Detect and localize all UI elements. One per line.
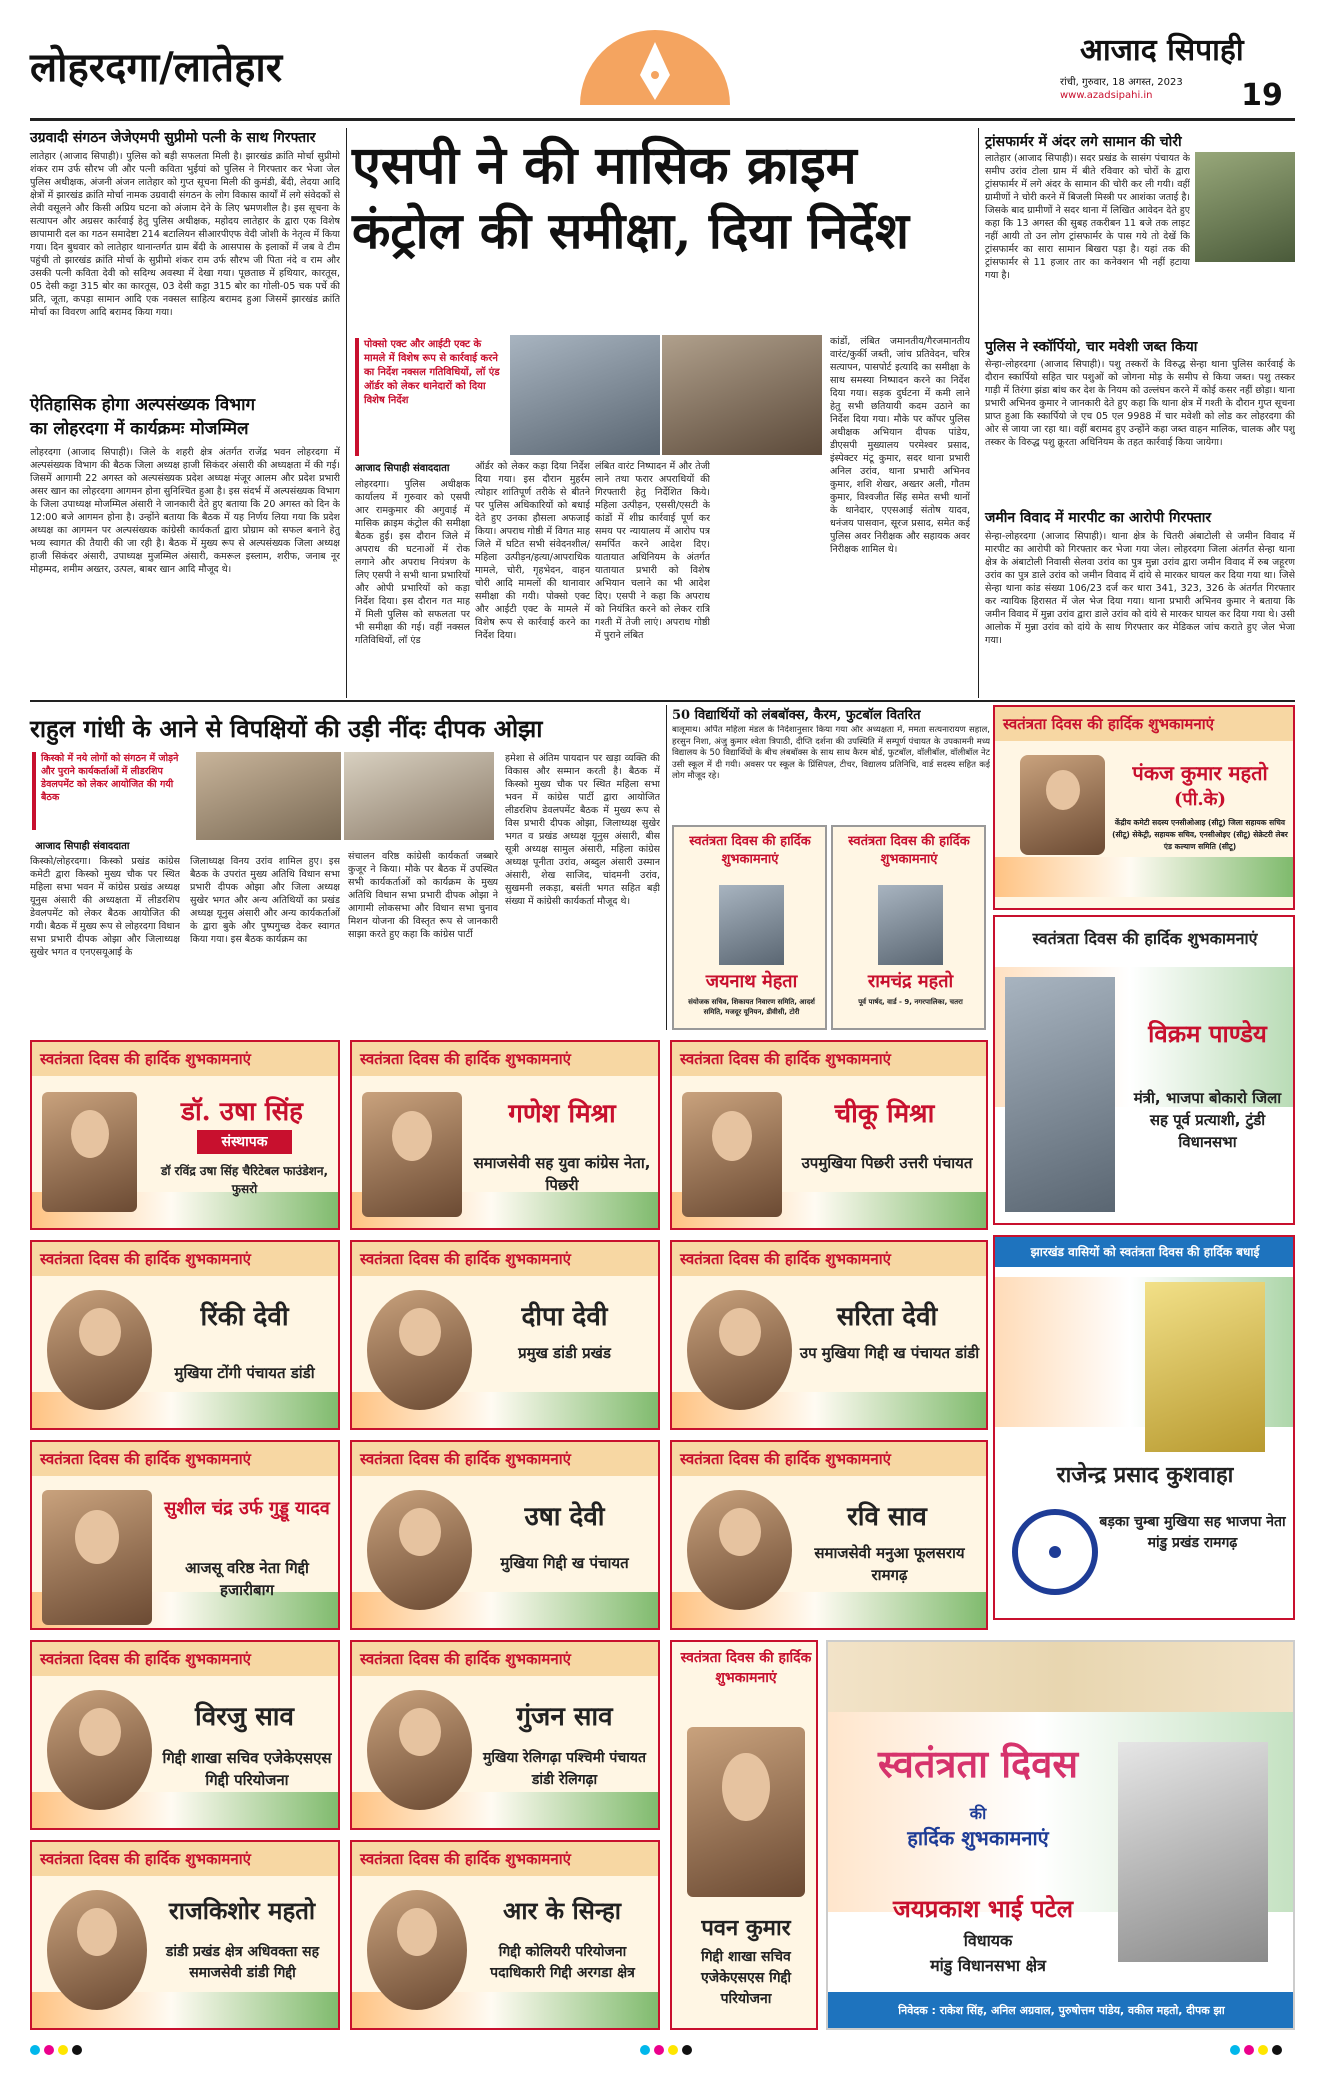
- rahul-pullquote: किस्को में नये लोगों को संगठन में जोड़ने और पुराने कार्यकर्ताओं में लीडरशिप डेवलपमेंट को लेकर आयोजित की गयी बैठक: [32, 752, 192, 830]
- ad-sub: डांडी प्रखंड क्षेत्र अधिवक्ता सह समाजसेवी डांडी गिद्दी: [165, 1944, 320, 1981]
- ad-photo: [687, 1490, 792, 1610]
- ad-area: मांडु विधानसभा क्षेत्र: [930, 1956, 1046, 1975]
- story-minority-headline-2: का लोहरदगा में कार्यक्रमः मोजम्मिल: [30, 419, 249, 439]
- ad-sub: गिद्दी शाखा सचिव एजेकेएसएस गिद्दी परियोजना: [162, 1749, 332, 1789]
- registration-marks-mid: [640, 2040, 696, 2059]
- ad-name: जयनाथ मेहता: [705, 971, 798, 992]
- ad-greeting: स्वतंत्रता दिवस की हार्दिक शुभकामनाएं: [32, 1842, 338, 1876]
- col-rule-1: [346, 128, 347, 698]
- ad-sub: समाजसेवी मनुआ फूलसराय रामगढ़: [814, 1544, 965, 1584]
- story-minority-body: लोहरदगा (आजाद सिपाही)। जिले के शहरी क्षेत्र अंतर्गत राजेंद्र भवन लोहरदगा में अल्पसंख्यक विभाग की बैठक जिला अध्यक्ष हाजी सिकंदर अंसारी की अध्यक्षता में की गई। जिसमें आगामी 22 अगस्त को अल्पसंख्यक प्रदेश अध्यक्ष मंजूर आलम और प्रदेश प्रभारी असर खान का लोहरदगा आगमन होना सुनिश्चित हुआ है। इस संदर्भ में अल्पसंख्यक विभाग के जिला उपाध्यक्ष मोजम्मिल अंसारी ने जानकारी देते हुए बताया कि 20 अगस्त को दिन के 12:00 बजे आगमन होना है। उन्होंने बताया कि बैठक में यह निर्णय लिया गया कि प्रदेश अध्यक्ष का आगमन पर अल्पसंख्यक कांग्रेसी कार्यकर्ता द्वारा प्रोग्राम को सफल बनाने हेतु भव्य स्वागत की तैयारी की जा रही है। बैठक में मुख्य रूप से अल्पसंख्यक जिला अध्यक्ष हाजी सिकंदर अंसारी, उपाध्यक्ष मुजम्मिल अंसारी, कमरूल इस्लाम, शरीफ, जनाब नूर मोहम्मद, शमीम अख्तर, उत्पल, बाबर खान आदि मौजूद थे।: [30, 447, 340, 575]
- ad-photo: [42, 1490, 152, 1625]
- leaders-strip: [828, 1642, 1295, 1712]
- ad-photo: [362, 1092, 462, 1217]
- ad-name: पंकज कुमार महतो: [1132, 761, 1268, 785]
- ad-greeting: स्वतंत्रता दिवस की हार्दिक शुभकामनाएं: [32, 1442, 338, 1476]
- ad-cheeku: [670, 1040, 988, 1230]
- main-col4: कांडों, लंबित जमानतीय/गैरजमानतीय वारंट/कुर्की जब्ती, जांच प्रतिवेदन, चरित्र सत्यापन, पासपोर्ट इत्यादि का समीक्षा के साथ समस्या निष्पादन करने का निर्देश दिया गया। सड़क दुर्घटना में कमी लाने हेतु सभी छतियायी कदम उठाने का निर्देश दिया गया। मौके पर कॉपर पुलिस अधीक्षक अभियान दीपक पांडेय, डीएसपी मुख्यालय परमेश्वर प्रसाद, इंस्पेक्टर मंटू कुमार, सदर थाना प्रभारी अनिल उरांव, थाना प्रभारी अभिनव कुमार, शशि शेखर, अख्तर अली, गौतम कुमार, विश्वजीत सिंह समेत सभी थानों के थानेदार, एएसआई संतोष यादव, धनंजय पासवान, सूरज प्रसाद, समेत कई पुलिस अवर निरीक्षक और सहायक अवर निरीक्षक शामिल थे।: [830, 336, 970, 555]
- ad-jayprakash: [826, 1640, 1295, 2030]
- ad-photo: [42, 1092, 137, 1212]
- students-headline: 50 विद्यार्थियों को लंबबॉक्स, कैरम, फुटबॉल वितरित: [672, 708, 921, 723]
- ad-pankaj: [993, 705, 1295, 910]
- section-title: लोहरदगा/लातेहार: [30, 44, 283, 91]
- rahul-byline: आजाद सिपाही संवाददाता: [35, 841, 130, 852]
- ad-pawan: [670, 1640, 818, 2030]
- ad-photo: [719, 885, 784, 965]
- big-ki: की: [969, 1804, 987, 1823]
- ad-sub: केंद्रीय कमेटी सदस्य एनसीओआइ (सीटू) जिला सहायक सचिव (सीटू) सेकेट्री, सहायक सचिव, एनसीओइए (सीटू) सेक्रेटरी लेबर एंड कल्याण समिति (सीटू): [1112, 818, 1288, 851]
- ad-sub: आजसू वरिष्ठ नेता गिद्दी हजारीबाग: [185, 1559, 309, 1599]
- ad-ramchandra: [831, 825, 986, 1030]
- rahul-headline: राहुल गांधी के आने से विपक्षियों की उड़ी नींदः दीपक ओझा: [30, 714, 543, 743]
- ad-gunjan: [350, 1640, 660, 1830]
- students-body: बालूमाथ। अर्पित महिला मंडल के निर्देशानुसार किया गया और अध्यक्षता में, ममता सत्यनारायण सहाल, हरसुन निशा, अंजु कुमार श्वेता त्रिपाठी, दीप्ति दर्शना की उपस्थिति में सम्पूर्ण पंचायत के उपकामनी मध्य विद्यालय के 50 विद्यार्थियों के बीच लंबबॉक्स के साथ साथ कैरम बोर्ड, फुटबॉल, वॉलीबॉल, वॉलीबॉल नेट उसी स्कूल में दी गयी। अवसर पर स्कूल के प्रिंसिपल, टीचर, विद्यालय प्रतिनिधि, वार्ड सदस्य सहित कई लोग मौजूद रहे।: [672, 725, 990, 781]
- ad-usha-devi: [350, 1440, 660, 1630]
- ad-photo: [1118, 1742, 1268, 1962]
- ad-name: रामचंद्र महतो: [867, 971, 954, 992]
- ad-photo: [687, 1727, 805, 1897]
- ad-name: विरजु साव: [195, 1702, 294, 1732]
- ad-rajendra: [993, 1235, 1295, 1620]
- ad-usha-singh: [30, 1040, 340, 1230]
- paper-name: आजाद सिपाही: [1080, 33, 1244, 68]
- pen-nib-icon: [580, 30, 730, 105]
- ad-rinki: [30, 1240, 340, 1430]
- header-rule: [30, 118, 1295, 121]
- ad-greeting: स्वतंत्रता दिवस की हार्दिक शुभकामनाएं: [352, 1442, 658, 1476]
- story-right2-body: सेन्हा-लोहरदगा (आजाद सिपाही)। पशु तस्करों के विरुद्ध सेन्हा थाना पुलिस कार्रवाई के दौरान स्कार्पियो सहित चार पशुओं को जोगना मोड़ के समीप से किया जब्त। पशु तस्कर गाड़ी में तिरंगा झंडा बांध कर देश के नियम को उल्लंघन करने में कोई कसर नहीं छोड़ा। थाना प्रभारी अभिनव कुमार ने जानकारी देते हुए कहा कि थाना क्षेत्र में गश्ती के दौरान गुप्त सूचना प्राप्त हुआ कि स्कार्पियो जे एच 05 एल 9988 में चार मवेशी को लोड कर लोहरदगा की ओर से जाया जा रहा था। वहीं बरामद हुए उन्होंने कहा जब्त वाहन मालिक, चालक और पशु तस्कर के विरुद्ध पशु क्रूरता अधिनियम के तहत कार्रवाई किया जायेगा।: [985, 359, 1295, 448]
- ad-ravi: [670, 1440, 988, 1630]
- ad-greeting: स्वतंत्रता दिवस की हार्दिक शुभकामनाएं: [352, 1642, 658, 1676]
- ad-rk-sinha: [350, 1840, 660, 2030]
- ad-greeting: स्वतंत्रता दिवस की हार्दिक शुभकामनाएं: [32, 1042, 338, 1076]
- ad-greeting: स्वतंत्रता दिवस की हार्दिक शुभकामनाएं: [672, 1242, 986, 1276]
- main-col1: लोहरदगा। पुलिस अधीक्षक कार्यालय में गुरुवार को एसपी आर रामकुमार की अगुवाई में मासिक क्राइम कंट्रोल की समीक्षा बैठक हुई। इस दौरान जिले में अपराध की घटनाओं में रोक लगाने और अपराध नियंत्रण के लिए एसपी ने सभी थाना प्रभारियों और ओपी प्रभारियों को कड़ा निर्देश दिया। इस दौरान गत माह में मिली पुलिस को सफलता पर भी समीक्षा की गई। वहीं नक्सल गतिविधियों, लॉ एंड: [355, 479, 470, 646]
- website: www.azadsipahi.in: [1060, 90, 1153, 101]
- ad-role: विधायक: [963, 1931, 1013, 1950]
- ad-name: डॉ. उषा सिंह: [181, 1097, 303, 1127]
- ad-name: पवन कुमार: [701, 1915, 791, 1941]
- ad-name-2: (पी.के): [1173, 789, 1226, 810]
- col-rule-2: [978, 128, 979, 698]
- story-right1-headline: ट्रांसफार्मर में अंदर लगे सामान की चोरी: [985, 134, 1182, 150]
- ad-photo: [47, 1890, 147, 2010]
- mid-rule: [30, 700, 1295, 702]
- story-right3-headline: जमीन विवाद में मारपीट का आरोपी गिरफ्तार: [985, 510, 1212, 526]
- page-number: 19: [1232, 78, 1292, 114]
- main-col3b: [715, 460, 825, 698]
- ad-sub: मुखिया रेलिगढ़ा पश्चिमी पंचायत डांडी रेलिगढ़ा: [482, 1750, 647, 1788]
- ad-viraju: [30, 1640, 340, 1830]
- main-byline: आजाद सिपाही संवाददाता: [355, 463, 450, 474]
- ad-photo: [367, 1290, 472, 1410]
- main-pullquote: पोक्सो एक्ट और आईटी एक्ट के मामले में विशेष रूप से कार्रवाई करने का निर्देश नक्सल गतिविधियों, लॉ एंड ऑर्डर को लेकर थानेदारों को दिया विशेष निर्देश: [355, 338, 505, 456]
- ad-photo: [878, 885, 943, 965]
- ad-rajkishore: [30, 1840, 340, 2030]
- ad-sub: संयोजक सचिव, शिकायत निवारण समिति, आदर्श समिति, मजदूर यूनियन, डीवीसी, टोरी: [688, 998, 815, 1016]
- ad-sub: मंत्री, भाजपा बोकारो जिला सह पूर्व प्रत्याशी, टुंडी विधानसभा: [1133, 1089, 1282, 1151]
- ad-sushil: [30, 1440, 340, 1630]
- ad-greeting: स्वतंत्रता दिवस की हार्दिक शुभकामनाएं: [672, 1042, 986, 1076]
- ad-name: गणेश मिश्रा: [508, 1099, 616, 1129]
- ad-name: विक्रम पाण्डेय: [1148, 1019, 1267, 1048]
- big-greet: हार्दिक शुभकामनाएं: [907, 1826, 1049, 1850]
- story1-body: लातेहार (आजाद सिपाही)। पुलिस को बड़ी सफलता मिली है। झारखंड क्रांति मोर्चा सुप्रीमो शंकर राम उर्फ सौरभ जी और पत्नी कविता भुईयां को पुलिस ने गिरफ्तार कर भेजा जेल पुलिस अधीक्षक, अंजनी अंजन लातेहार को गुप्त सूचना मिली की कुमंडी, बेंदी, लेदया आदि क्षेत्रों में झारखंड क्रांति मोर्चा नामक उग्रवादी संगठन के लोग विकास कार्यों में लगे संवेदकों से लेवी वसूलने और किसी अप्रिय घटना को अंजाम देने के लिए भ्रमणशील है। इस सूचना के सत्यापन और अग्रसर कार्रवाई हेतु पुलिस अधीक्षक, महोदय लातेहार के द्वारा एक विशेष छापामारी दल का गठन समादेष्टा 214 बटालियन सीआरपीएफ वेदी जोशी के नेतृत्व में किया गया। दिन बुधवार को लातेहार थानान्तर्गत ग्राम बेंदी के आसपास के इलाकों में जब वे टीम पहुंची तो झारखंड क्रांति मोर्चा के सुप्रीमो शंकर राम उर्फ सौरभ जी पिता नंदे व राम और उसकी पत्नी कविता देवी को सदिग्ध अवस्था में देखा गया। पूछताछ में हथियार, कारतूस, 05 देसी कट्टा 315 बोर का कारतूस, 03 देसी कट्टा 315 बोर का गोली-05 चक पर्चे की प्रति, जूता, कपड़ा सामान आदि एक नक्सल साहित्य बरामद हुआ जिसमें झारखंड क्रांति मोर्चा का विवरण आदि बरामद किया गया।: [30, 151, 340, 318]
- ad-vikram: [993, 915, 1295, 1225]
- ad-name: रवि साव: [847, 1502, 927, 1532]
- ad-name: सरिता देवी: [836, 1302, 938, 1332]
- rahul-col4: हमेशा से अंतिम पायदान पर खड़ा व्यक्ति की विकास और सम्मान करती है। बैठक में किस्को मुख्य चौक पर स्थित महिला सभा भवन में कांग्रेस पार्टी द्वारा आयोजित लीडरशिप डेवलपमेंट बैठक में मुख्य रूप से विस प्रभारी दीपक ओझा, जिलाध्यक्ष सुखेर भगत व प्रखंड अध्यक्ष यूनुस अंसारी, बीस सूत्री अध्यक्ष सामुल अंसारी, महिला कांग्रेस अध्यक्ष पूनीता उरांव, अब्दुल अंसारी उस्मान अंसारी, शेख साजिद, चांदमनी उरांव, सुखमनी लकड़ा, बसंती भगत सहित बड़ी संख्या में कांग्रेसी कार्यकर्ता मौजूद थे।: [505, 753, 660, 907]
- ad-photo: [1005, 977, 1115, 1212]
- ad-badge: संस्थापक: [197, 1130, 292, 1154]
- story-minority-headline-1: ऐतिहासिक होगा अल्पसंख्यक विभाग: [30, 395, 256, 415]
- ad-greeting: स्वतंत्रता दिवस की हार्दिक शुभकामनाएं: [1032, 929, 1258, 948]
- ad-greeting: स्वतंत्रता दिवस की हार्दिक शुभकामनाएं: [32, 1242, 338, 1276]
- story-right2-headline: पुलिस ने स्कॉर्पियो, चार मवेशी जब्त किया: [985, 339, 1198, 355]
- ad-footer: निवेदक : राकेश सिंह, अनिल अग्रवाल, पुरुषोत्तम पांडेय, वकील महतो, दीपक झा: [828, 1992, 1295, 2030]
- ad-greeting: स्वतंत्रता दिवस की हार्दिक शुभकामनाएं: [995, 707, 1293, 741]
- ad-sub: उप मुखिया गिद्दी ख पंचायत डांडी: [799, 1344, 980, 1362]
- ad-photo: [47, 1690, 152, 1810]
- ad-name: सुशील चंद्र उर्फ गुड्डू यादव: [164, 1498, 330, 1519]
- ad-sub: उपमुखिया पिछरी उत्तरी पंचायत: [801, 1154, 973, 1172]
- ad-photo: [367, 1690, 472, 1810]
- dateline: रांची, गुरुवार, 18 अगस्त, 2023: [1060, 77, 1183, 88]
- ad-sub: मुखिया गिद्दी ख पंचायत: [500, 1554, 629, 1572]
- ad-name: दीपा देवी: [521, 1302, 608, 1332]
- rahul-col1: किस्को/लोहरदगा। किस्को प्रखंड कांग्रेस कमेटी द्वारा किस्को मुख्य चौक पर स्थित महिला सभा भवन में कांग्रेस प्रखंड अध्यक्ष यूनुस अंसारी की अध्यक्षता में लीडरशिप डेवलपमेंट को लेकर बैठक आयोजित की गयी। बैठक में मुख्य रूप से लोहरदगा विधान सभा प्रभारी दीपक ओझा और जिलाध्यक्ष सुखेर भगत व एनएसयूआई के: [30, 856, 180, 958]
- ad-greeting: स्वतंत्रता दिवस की हार्दिक शुभकामनाएं: [672, 1442, 986, 1476]
- ad-sub: मुखिया टोंगी पंचायत डांडी: [174, 1364, 315, 1382]
- main-photo-2: [662, 335, 822, 455]
- ad-name: राजकिशोर महतो: [168, 1896, 316, 1925]
- ad-photo: [682, 1092, 782, 1217]
- ad-sub: डॉ रविंद्र उषा सिंह चैरिटेबल फाउंडेशन, फुसरो: [160, 1164, 329, 1196]
- ad-name: उषा देवी: [524, 1502, 605, 1532]
- rahul-photo-2: [344, 752, 494, 840]
- rahul-col2: जिलाध्यक्ष विनय उरांव शामिल हुए। इस बैठक के उपरांत मुख्य अतिथि विधान सभा प्रभारी दीपक ओझा और जिला अध्यक्ष सुखेर भगत और अन्य अतिथियों का प्रखंड अध्यक्ष यूनुस अंसारी और अन्य कार्यकर्ताओं के द्वारा बुके और पुष्पगुच्छ देकर स्वागत किया गया। इस बैठक कार्यक्रम का: [190, 856, 340, 945]
- ad-name: जयप्रकाश भाई पटेल: [893, 1894, 1073, 1923]
- story-right1-body: लातेहार (आजाद सिपाही)। सदर प्रखंड के सासंग पंचायत के समीप उरांव टोला ग्राम में बीते रविवार को चोरों के द्वारा ट्रांसफार्मर में लगे अंदर के सामान की चोरी कर ली गयी। वहीं ग्रामीणों ने चोरी करने में बिजली मिस्त्री पर आशंका जताई है। जिसके बाद ग्रामीणों ने सदर थाना में लिखित आवेदन देते हुए कहा कि 13 अगस्त की सुबह तकरीबन 11 बजे तक लाइट नहीं आयी तो उन लोग ट्रांसफार्मर के पास गये तो देखें कि ट्रांसफार्मर का सारा सामान बिखरा पड़ा है। यहां तक की ट्रांसफार्मर से 11 हजार तार का कनेक्शन भी नहीं हटाया गया है।: [985, 153, 1190, 281]
- ad-name: गुंजन साव: [516, 1702, 613, 1732]
- main-headline-line1: एसपी ने की मासिक क्राइम: [352, 135, 857, 196]
- ad-greeting: स्वतंत्रता दिवस की हार्दिक शुभकामनाएं: [352, 1242, 658, 1276]
- main-headline-line2: कंट्रोल की समीक्षा, दिया निर्देश: [352, 201, 909, 260]
- ashoka-chakra-icon: [1010, 1507, 1100, 1597]
- ad-photo: [687, 1290, 792, 1410]
- ad-deepa: [350, 1240, 660, 1430]
- story1-headline: उग्रवादी संगठन जेजेएमपी सुप्रीमो पत्नी के साथ गिरफ्तार: [30, 130, 316, 146]
- ad-greeting: स्वतंत्रता दिवस की हार्दिक शुभकामनाएं: [680, 1650, 812, 1686]
- ad-name: चीकू मिश्रा: [834, 1099, 935, 1129]
- flag-swoosh: [995, 857, 1295, 897]
- ad-photo: [367, 1890, 467, 2010]
- ad-greeting: स्वतंत्रता दिवस की हार्दिक शुभकामनाएं: [32, 1642, 338, 1676]
- ad-photo: [47, 1290, 152, 1410]
- col-rule-3: [666, 705, 667, 1030]
- big-title: स्वतंत्रता दिवस: [877, 1741, 1079, 1786]
- ad-photo: [1145, 1282, 1265, 1452]
- main-photo-1: [510, 335, 660, 455]
- main-col3: लंबित वारंट निष्पादन में और तेजी लाने तथा फरार अपराधियों की गिरफ्तारी हेतु निर्देशित किये। महिला उत्पीड़न, एससी/एसटी के कांडों में शीघ्र कार्रवाई पूर्ण कर समय पर न्यायालय में आरोप पत्र समर्पित करने आदेश दिए। यातायात अधिनियम के अंतर्गत यातायात प्रभारी को विशेष अभियान चलाने का भी आदेश दिए। एसपी ने कहा कि अपराध को नियंत्रित करने को लेकर रात्रि गश्ती में तेजी लाएं। अपराध गोष्ठी में पुराने लंबित: [595, 461, 710, 641]
- main-col2: ऑर्डर को लेकर कड़ा दिया निर्देश दिया गया। इस दौरान मुहर्रम त्योहार शांतिपूर्ण तरीके से बीतने पर पुलिस अधिकारियों को बधाई देते हुए उनका हौसला अफजाई किया। अपराध गोष्ठी में विगत माह जिले में घटित सभी संवेदनशील/महिला उत्पीड़न/हत्या/आपराधिक मामले, चोरी, गृहभेदन, वाहन चोरी आदि मामलों की थानावार समीक्षा की गयी। पोक्सो एक्ट और आईटी एक्ट के मामले में विशेष रूप से कार्रवाई करने का निर्देश दिया।: [475, 461, 590, 641]
- ad-ganesh: [350, 1040, 660, 1230]
- ad-sarita: [670, 1240, 988, 1430]
- registration-marks-right: [1230, 2040, 1286, 2059]
- ad-sub: पूर्व पार्षद, वार्ड - 9, नगरपालिका, चतरा: [858, 998, 963, 1006]
- ad-sub: समाजसेवी सह युवा कांग्रेस नेता, पिछरी: [473, 1154, 651, 1194]
- ad-photo: [1020, 755, 1105, 855]
- ad-greeting: स्वतंत्रता दिवस की हार्दिक शुभकामनाएं: [848, 834, 970, 867]
- ad-greeting: स्वतंत्रता दिवस की हार्दिक शुभकामनाएं: [352, 1842, 658, 1876]
- ad-sub: प्रमुख डांडी प्रखंड: [518, 1344, 611, 1362]
- ad-name: रिंकी देवी: [200, 1302, 289, 1332]
- registration-marks-left: [30, 2040, 86, 2059]
- story-right3-body: सेन्हा-लोहरदगा (आजाद सिपाही)। थाना क्षेत्र के चितरी अंबाटोली से जमीन विवाद में मारपीट का आरोपी को गिरफ्तार कर भेजा गया जेल। लोहरदगा जिला अंतर्गत सेन्हा थाना क्षेत्र के अंबाटोली निवासी सेलवा उरांव का पुत्र मुन्ना उरांव द्वारा जमीन विवाद में रुब जहूरण उरांव का पुत्र डाले उरांव को जमीन विवाद में दांये से मारकर घायल कर दिया गया था। जिसे सेन्हा थाना कांड संख्या 106/23 दर्ज कर धारा 341, 323, 326 के अंतर्गत गिरफ्तार कर न्यायिक हिरासत में जेल भेज दिया गया। थाना प्रभारी अभिनव कुमार ने बताया कि जमीन विवाद में मुन्ना उरांव द्वारा डाले उरांव को दांये से मारकर घायल कर दिया गया थे। उसी आलोक में मुन्ना उरांव को दांये के साथ गिरफ्तार कर मेडिकल जांच कराते हुए जेल भेजा गया।: [985, 531, 1295, 646]
- rahul-col3: संचालन वरिष्ठ कांग्रेसी कार्यकर्ता जब्बारे कुजूर ने किया। मौके पर बैठक में उपस्थित सभी कार्यकर्ताओं को कार्यक्रम के मुख्य अतिथि विधान सभा प्रभारी दीपक ओझा ने आगामी लोकसभा और विधान सभा चुनाव मिशन योजना की विस्तृत रूप से जानकारी साझा करते हुए कहा कि कांग्रेस पार्टी: [348, 851, 498, 940]
- ad-photo: [367, 1490, 472, 1610]
- ad-jayanath: [672, 825, 827, 1030]
- transformer-photo: [1195, 152, 1295, 262]
- ad-sub: गिद्दी शाखा सचिव एजेकेएसएस गिद्दी परियोजना: [700, 1949, 792, 2007]
- ad-sub: गिद्दी कोलियरी परियोजना पदाधिकारी गिद्दी अरगडा क्षेत्र: [490, 1944, 635, 1981]
- ad-sub: बड़का चुम्बा मुखिया सह भाजपा नेता मांडु प्रखंड रामगढ़: [1099, 1514, 1286, 1551]
- ad-name: राजेन्द्र प्रसाद कुशवाहा: [1056, 1462, 1234, 1488]
- ad-greeting: स्वतंत्रता दिवस की हार्दिक शुभकामनाएं: [352, 1042, 658, 1076]
- ad-greeting: स्वतंत्रता दिवस की हार्दिक शुभकामनाएं: [689, 834, 811, 867]
- ad-banner: झारखंड वासियों को स्वतंत्रता दिवस की हार्दिक बधाई: [995, 1237, 1295, 1267]
- rahul-photo-1: [196, 752, 341, 840]
- masthead-emblem: [580, 30, 730, 105]
- ad-name: आर के सिन्हा: [502, 1896, 622, 1925]
